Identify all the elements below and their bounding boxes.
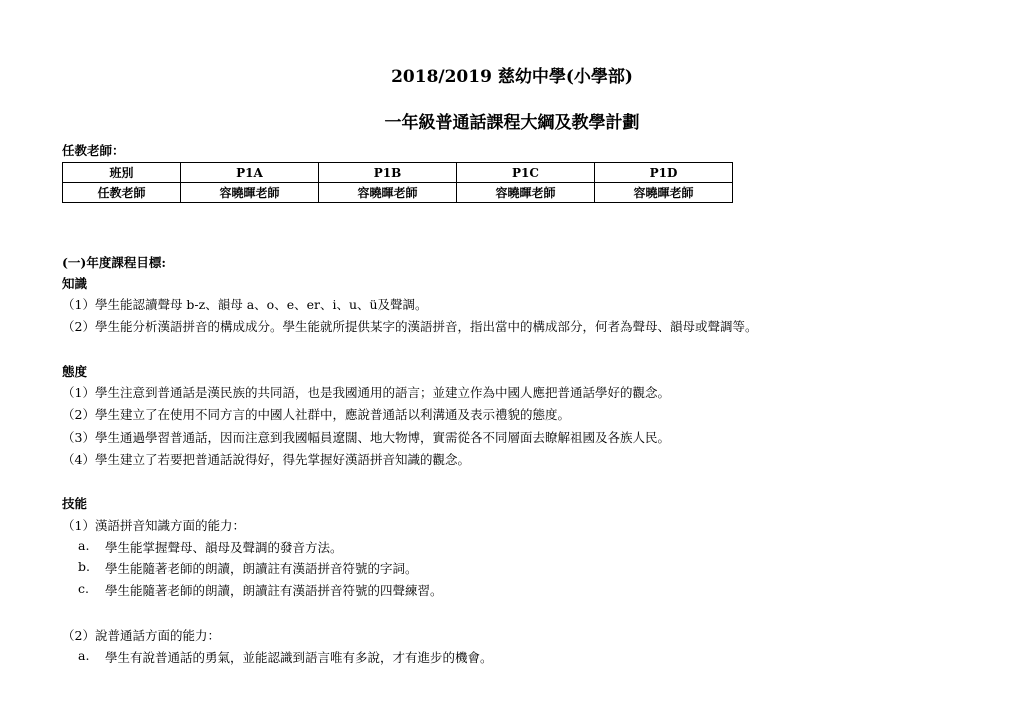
table-cell: 容曉暉老師 (319, 183, 457, 203)
table-cell: 任教老師 (63, 183, 181, 203)
table-header-cell: P1D (595, 163, 733, 183)
list-marker: b. (78, 559, 90, 574)
list-marker: c. (78, 581, 89, 596)
table-header-row (63, 163, 733, 183)
teacher-table (62, 162, 733, 203)
attitude-item: （1）學生注意到普通話是漢民族的共同語，也是我國通用的語言；並建立作為中國人應把普通話學好的觀念。 (62, 385, 670, 400)
table-header-cell: 班別 (63, 163, 181, 183)
attitude-item: （4）學生建立了若要把普通話說得好，得先掌握好漢語拼音知識的觀念。 (62, 452, 470, 467)
page-subtitle: 一年級普通話課程大綱及教學計劃 (384, 113, 640, 133)
attitude-item: （3）學生通過學習普通話，因而注意到我國幅員遼闊、地大物博，實需從各不同層面去瞭解祖國及各族人民。 (62, 430, 670, 445)
teacher-label: 任教老師： (62, 143, 125, 158)
table-cell: 容曉暉老師 (595, 183, 733, 203)
table-header-cell: P1C (457, 163, 595, 183)
attitude-label: 態度 (62, 364, 88, 379)
table-header-cell: P1A (181, 163, 319, 183)
table-header-cell: P1B (319, 163, 457, 183)
knowledge-label: 知識 (62, 276, 88, 291)
knowledge-item: （2）學生能分析漢語拼音的構成成分。學生能就所提供某字的漢語拼音，指出當中的構成部分，何者為聲母、韻母或聲調等。 (62, 319, 758, 334)
list-item: 學生能掌握聲母、韻母及聲調的發音方法。 (105, 540, 343, 555)
list-item: 學生能隨著老師的朗讀，朗讀註有漢語拼音符號的四聲練習。 (105, 583, 443, 598)
list-marker: a. (78, 648, 90, 663)
table-cell: 容曉暉老師 (181, 183, 319, 203)
skills-sub1-heading: （1）漢語拼音知識方面的能力： (62, 518, 245, 533)
list-item: 學生能隨著老師的朗讀，朗讀註有漢語拼音符號的字詞。 (105, 561, 418, 576)
section-heading: (一)年度課程目標: (62, 255, 166, 270)
page-title: 2018/2019 慈幼中學(小學部) (391, 67, 633, 87)
table-row (63, 183, 733, 203)
attitude-item: （2）學生建立了在使用不同方言的中國人社群中，應說普通話以利溝通及表示禮貌的態度。 (62, 407, 570, 422)
list-marker: a. (78, 538, 90, 553)
skills-sub2-heading: （2）說普通話方面的能力： (62, 628, 220, 643)
table-cell: 容曉暉老師 (457, 183, 595, 203)
list-item: 學生有說普通話的勇氣，並能認識到語言唯有多說，才有進步的機會。 (105, 650, 493, 665)
knowledge-item: （1）學生能認讀聲母 b-z、韻母 a、o、e、er、i、u、ü及聲調。 (62, 297, 428, 312)
skills-label: 技能 (62, 496, 88, 511)
